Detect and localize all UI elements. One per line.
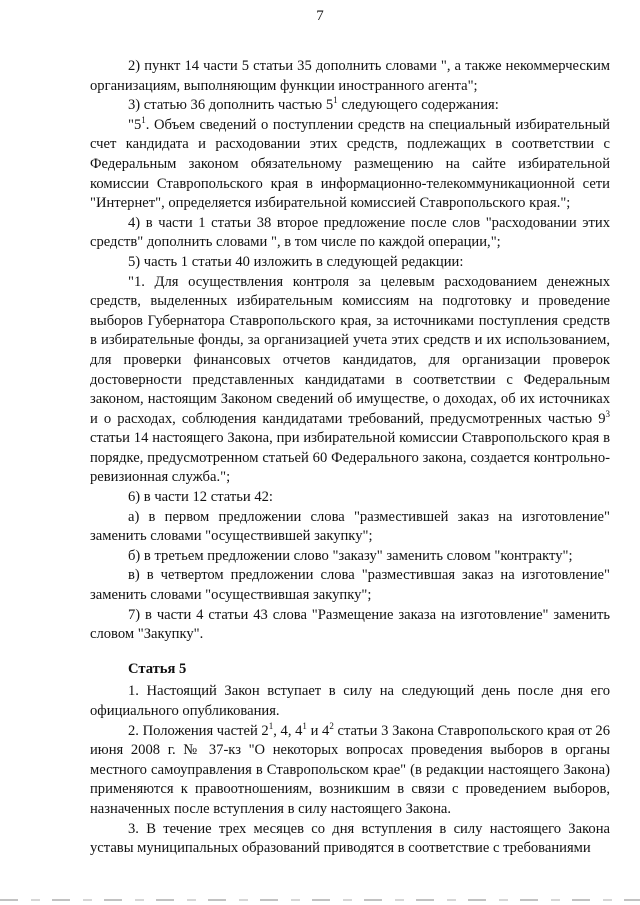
text-run: 1. Настоящий Закон вступает в силу на следующий день после дня его официального опубликования. [90, 683, 610, 719]
text-run: 2) пункт 14 части 5 статьи 35 дополнить словами ", а также некоммерческим организациям, выполняющим функции иностранного агента"; [90, 58, 610, 94]
text-run: 2. Положения частей 2 [128, 722, 269, 739]
superscript: 3 [605, 408, 610, 419]
paragraph-item-2 [90, 57, 610, 96]
superscript: 1 [141, 114, 146, 125]
paragraph-item-6c [90, 566, 610, 605]
text-run: 6) в части 12 статьи 42: [128, 489, 273, 506]
text-run: а) в первом предложении слова "разместившей заказ на изготовление" заменить словами "осуществившей закупку"; [90, 508, 610, 545]
text-run: . Объем сведений о поступлении средств на специальный избирательный счет кандидата и расходовании этих средств, подлежащих в соответствии с Федеральным законом обязательному размещению на сайте избирательной комиссии Ставропольского края в информационно-телекоммуникационной сети "Интернет", определяется избирательной комиссией Ставропольского края."; [90, 116, 610, 212]
paragraph-item-6 [90, 488, 610, 508]
paragraph-part-1-quote [90, 273, 610, 489]
page-number: 7 [316, 8, 324, 24]
paragraph-item-5 [90, 253, 610, 273]
text-run: статьи 14 настоящего Закона, при избирательной комиссии Ставропольского края в порядке, предусмотренном статьей 60 Федерального закона, создается контрольно-ревизионная служба."; [90, 430, 610, 486]
scan-edge-artifact [0, 899, 640, 901]
text-run: 4) в части 1 статьи 38 второе предложение после слов "расходовании этих средств" дополнить словами ", в том числе по каждой операции,"; [90, 214, 610, 251]
paragraph-art5-3 [90, 820, 610, 859]
paragraph-part-5-1 [90, 116, 610, 214]
superscript: 2 [329, 720, 334, 731]
text-run: б) в третьем предложении слово "заказу" заменить словом "контракту"; [128, 547, 573, 564]
text-run: 7) в части 4 статьи 43 слова "Размещение заказа на изготовление" заменить словом "Закупку". [90, 606, 610, 643]
text-run: 3. В течение трех месяцев со дня вступления в силу настоящего Закона уставы муниципальных образований приводятся в соответствие с требованиями [90, 820, 610, 857]
document-body [90, 57, 610, 859]
text-run: Статья 5 [128, 660, 187, 677]
text-run: "1. Для осуществления контроля за целевым расходованием денежных средств, выделенных избирательным комиссиям на подготовку и проведение выборов Губернатора Ставропольского края, за источниками поступления средств в избирательные фонды, за организацией учета этих средств и их использованием, для проверки финансовых отчетов кандидатов, для организации проверок достоверности представленных кандидатами в соответствии с Федеральным законом, настоящим Законом сведений об имуществе, о доходах, об их источниках и о расходах, соблюдения кандидатами требований, предусмотренных частью 9 [90, 273, 610, 427]
paragraph-item-6b [90, 547, 610, 567]
text-run: статьи 3 Закона Ставропольского края от 26 июня 2008 г. № 37-кз "О некоторых вопросах проведения выборов в органы местного самоуправления в Ставропольском крае" (в редакции настоящего Закона) применяются к правоотношениям, возникшим в связи с проведением выборов, назначенных после вступления в силу настоящего Закона. [90, 722, 611, 817]
article-heading [128, 660, 610, 680]
superscript: 1 [302, 720, 307, 731]
text-run: , 4, 4 [273, 722, 303, 739]
text-run: в) в четвертом предложении слова "разместившая заказ на изготовление" заменить словами "осуществившая закупку"; [90, 567, 610, 604]
paragraph-item-6a [90, 508, 610, 547]
superscript: 1 [268, 720, 274, 731]
text-run: и 4 [306, 722, 330, 739]
text-run: следующего содержания: [337, 97, 499, 114]
paragraph-item-3 [90, 96, 610, 116]
text-run: "5 [128, 116, 142, 133]
paragraph-item-4 [90, 214, 610, 253]
text-run: 3) статью 36 дополнить частью 5 [128, 97, 334, 114]
paragraph-art5-2 [90, 722, 610, 820]
superscript: 1 [333, 95, 338, 106]
paragraph-art5-1 [90, 682, 610, 721]
paragraph-item-7 [90, 606, 610, 645]
text-run: 5) часть 1 статьи 40 изложить в следующей редакции: [128, 253, 464, 270]
